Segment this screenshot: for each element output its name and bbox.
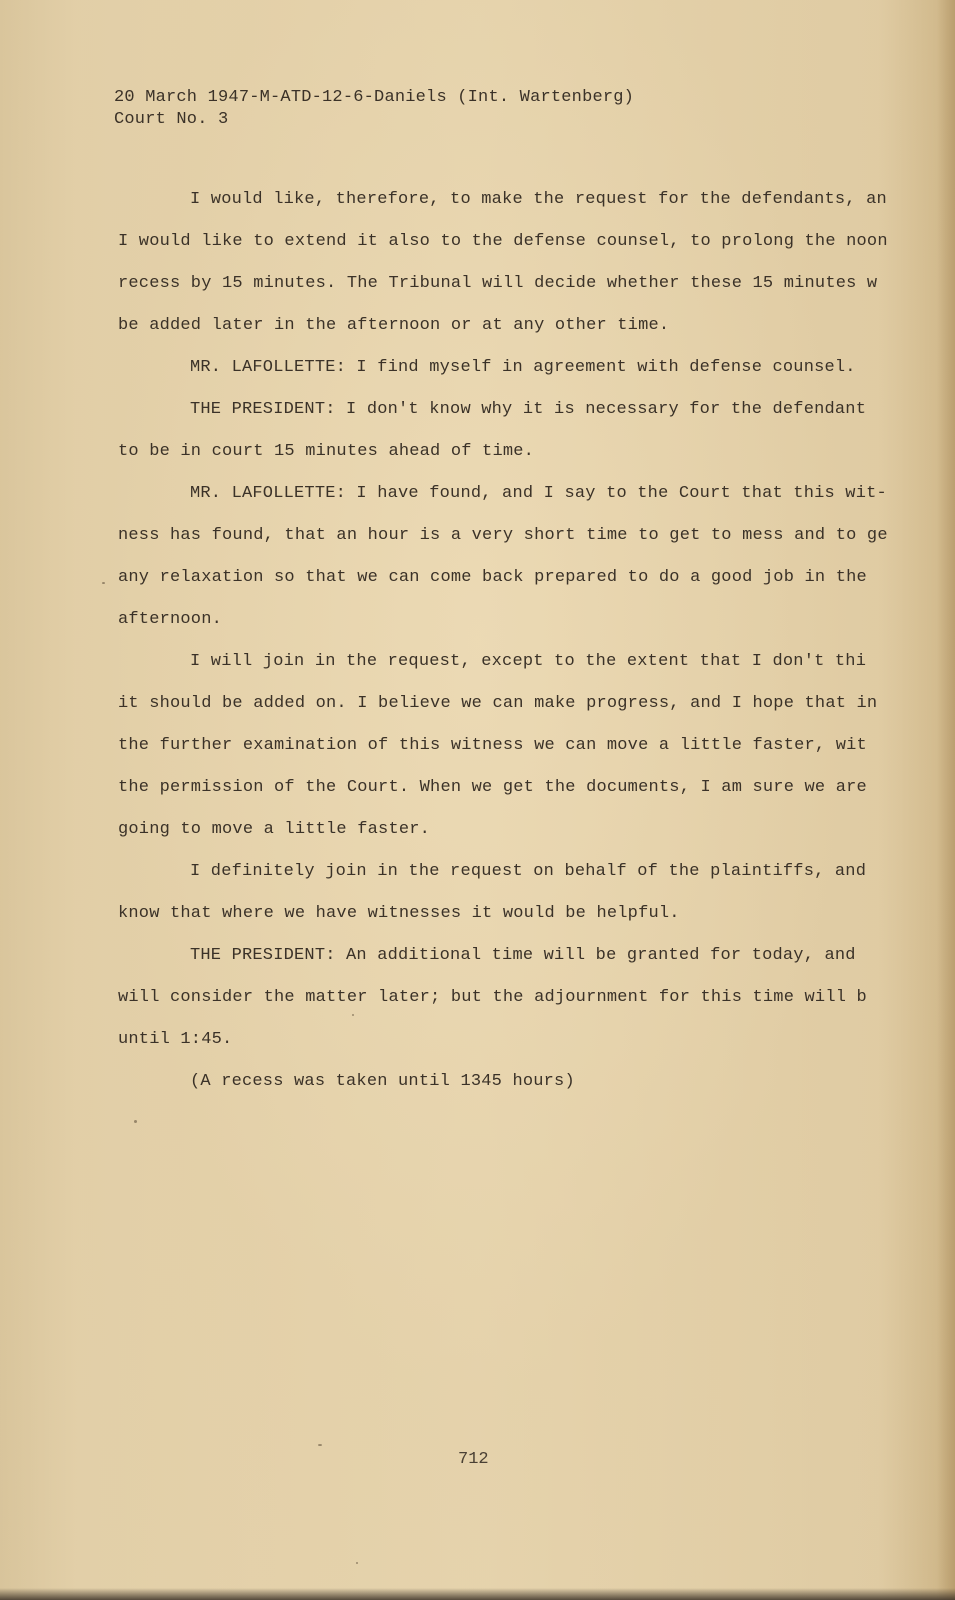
page-bottom-edge bbox=[0, 1588, 955, 1600]
body-line: know that where we have witnesses it would be helpful. bbox=[118, 904, 680, 923]
header-line-2: Court No. 3 bbox=[114, 110, 229, 129]
paper-speck bbox=[102, 582, 105, 584]
body-line: I will join in the request, except to the extent that I don't thi bbox=[190, 652, 867, 671]
body-line: be added later in the afternoon or at any other time. bbox=[118, 316, 670, 335]
body-line: THE PRESIDENT: I don't know why it is necessary for the defendant bbox=[190, 400, 867, 419]
body-line: MR. LAFOLLETTE: I find myself in agreement with defense counsel. bbox=[190, 358, 856, 377]
body-line: I definitely join in the request on behalf of the plaintiffs, and bbox=[190, 862, 867, 881]
body-line: MR. LAFOLLETTE: I have found, and I say to the Court that this wit- bbox=[190, 484, 887, 503]
page-edge-shadow bbox=[937, 0, 955, 1600]
header-line-1: 20 March 1947-M-ATD-12-6-Daniels (Int. Wartenberg) bbox=[114, 88, 635, 107]
body-line: until 1:45. bbox=[118, 1030, 233, 1049]
body-line: THE PRESIDENT: An additional time will be granted for today, and bbox=[190, 946, 856, 965]
paper-speck bbox=[134, 1120, 137, 1123]
body-line: going to move a little faster. bbox=[118, 820, 431, 839]
paper-speck bbox=[318, 1444, 322, 1446]
body-line: will consider the matter later; but the adjournment for this time will b bbox=[118, 988, 867, 1007]
body-line: recess by 15 minutes. The Tribunal will decide whether these 15 minutes w bbox=[118, 274, 878, 293]
body-line: ness has found, that an hour is a very short time to get to mess and to ge bbox=[118, 526, 888, 545]
recess-note: (A recess was taken until 1345 hours) bbox=[190, 1072, 575, 1091]
body-line: the further examination of this witness we can move a little faster, wit bbox=[118, 736, 867, 755]
paper-speck bbox=[356, 1562, 358, 1564]
body-line: it should be added on. I believe we can make progress, and I hope that in bbox=[118, 694, 878, 713]
body-line: to be in court 15 minutes ahead of time. bbox=[118, 442, 535, 461]
body-line: the permission of the Court. When we get the documents, I am sure we are bbox=[118, 778, 867, 797]
page-number: 712 bbox=[458, 1450, 489, 1469]
paper-speck bbox=[352, 1014, 354, 1016]
body-line: afternoon. bbox=[118, 610, 223, 629]
body-line: I would like to extend it also to the defense counsel, to prolong the noon bbox=[118, 232, 888, 251]
body-line: any relaxation so that we can come back prepared to do a good job in the bbox=[118, 568, 867, 587]
body-line: I would like, therefore, to make the request for the defendants, an bbox=[190, 190, 887, 209]
